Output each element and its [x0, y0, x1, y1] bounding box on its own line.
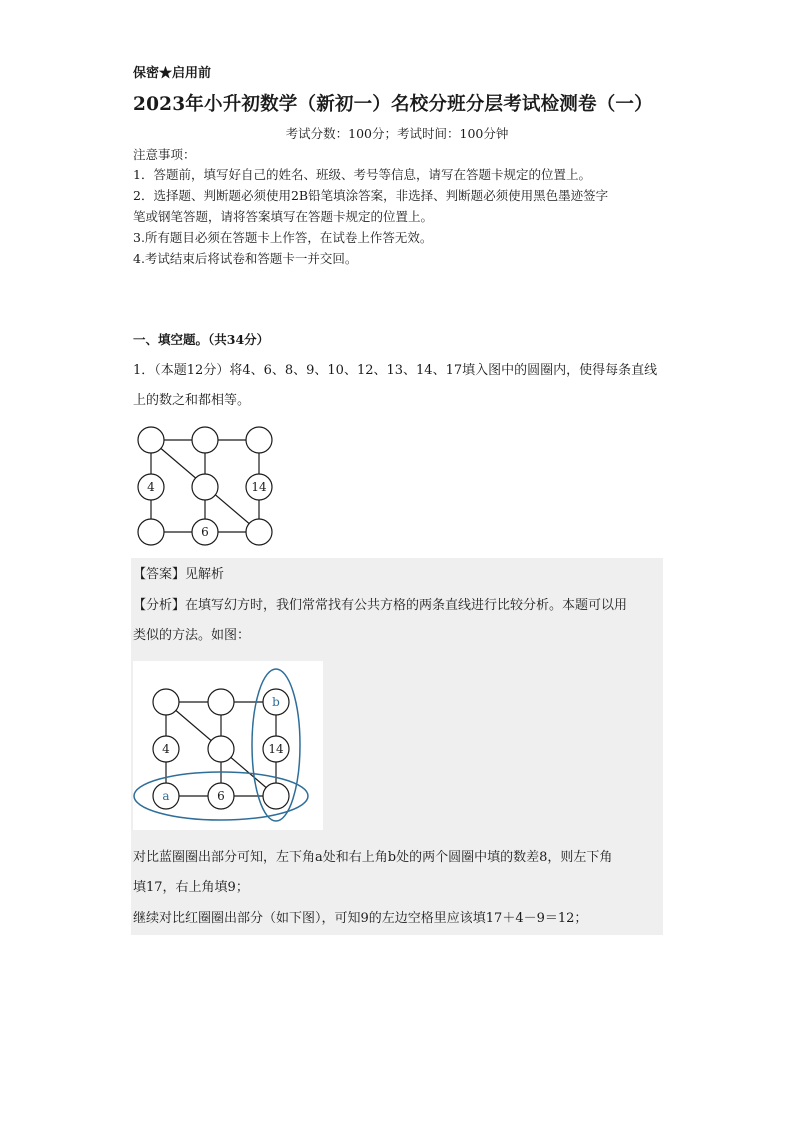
note-item-4: 4.考试结束后将试卷和答题卡一并交回。 — [133, 251, 358, 266]
node-label: 14 — [268, 742, 284, 756]
node-label: 4 — [147, 480, 155, 494]
note-item-2-cont: 笔或钢笔答题，请将答案填写在答题卡规定的位置上。 — [133, 209, 434, 224]
node-circle — [246, 519, 272, 545]
node-circle — [246, 427, 272, 453]
node-circle — [153, 689, 179, 715]
question-1: 1．（本题12分）将4、6、8、9、10、12、13、14、17填入图中的圆圈内，使得每条直线上的数之和都相等。 — [133, 363, 658, 408]
analysis-line-2: 类似的方法。如图： — [133, 628, 251, 643]
secret-label: 保密★启用前 — [133, 66, 212, 81]
explain-line-3: 继续对比红圈圈出部分（如下图），可知9的左边空格里应该填17＋4－9＝12； — [133, 911, 588, 926]
note-item-1: 1．答题前，填写好自己的姓名、班级、考号等信息，请写在答题卡规定的位置上。 — [133, 167, 591, 182]
node-label: 14 — [251, 480, 267, 494]
node-circle — [208, 689, 234, 715]
page-title: 2023年小升初数学（新初一）名校分班分层考试检测卷（一） — [133, 94, 653, 115]
section-heading: 一、填空题。（共34分） — [133, 332, 270, 347]
explain-line-1: 对比蓝圈圈出部分可知，左下角a处和右上角b处的两个圆圈中填的数差8，则左下角 — [133, 850, 613, 865]
node-label: 6 — [201, 525, 209, 539]
explain-line-2: 填17，右上角填9； — [133, 880, 249, 895]
circle-grid-figure — [130, 420, 290, 555]
node-circle — [263, 783, 289, 809]
node-circle — [208, 736, 234, 762]
analysis-figure — [133, 661, 323, 830]
node-circle — [192, 474, 218, 500]
node-label-b: b — [272, 695, 280, 709]
notes-heading: 注意事项： — [133, 147, 196, 162]
node-label: 6 — [217, 789, 225, 803]
analysis-line-1: 【分析】在填写幻方时，我们常常找有公共方格的两条直线进行比较分析。本题可以用 — [133, 598, 628, 613]
analysis-figure-panel — [133, 661, 323, 830]
note-item-3: 3.所有题目必须在答题卡上作答，在试卷上作答无效。 — [133, 230, 433, 245]
node-label: 4 — [162, 742, 170, 756]
node-label-a: a — [162, 789, 170, 803]
note-item-2: 2．选择题、判断题必须使用2B铅笔填涂答案，非选择、判断题必须使用黑色墨迹签字 — [133, 188, 609, 203]
exam-info: 考试分数：100分；考试时间：100分钟 — [285, 126, 509, 141]
node-circle — [192, 427, 218, 453]
answer-line: 【答案】见解析 — [133, 567, 225, 582]
node-circle — [138, 519, 164, 545]
node-circle — [138, 427, 164, 453]
